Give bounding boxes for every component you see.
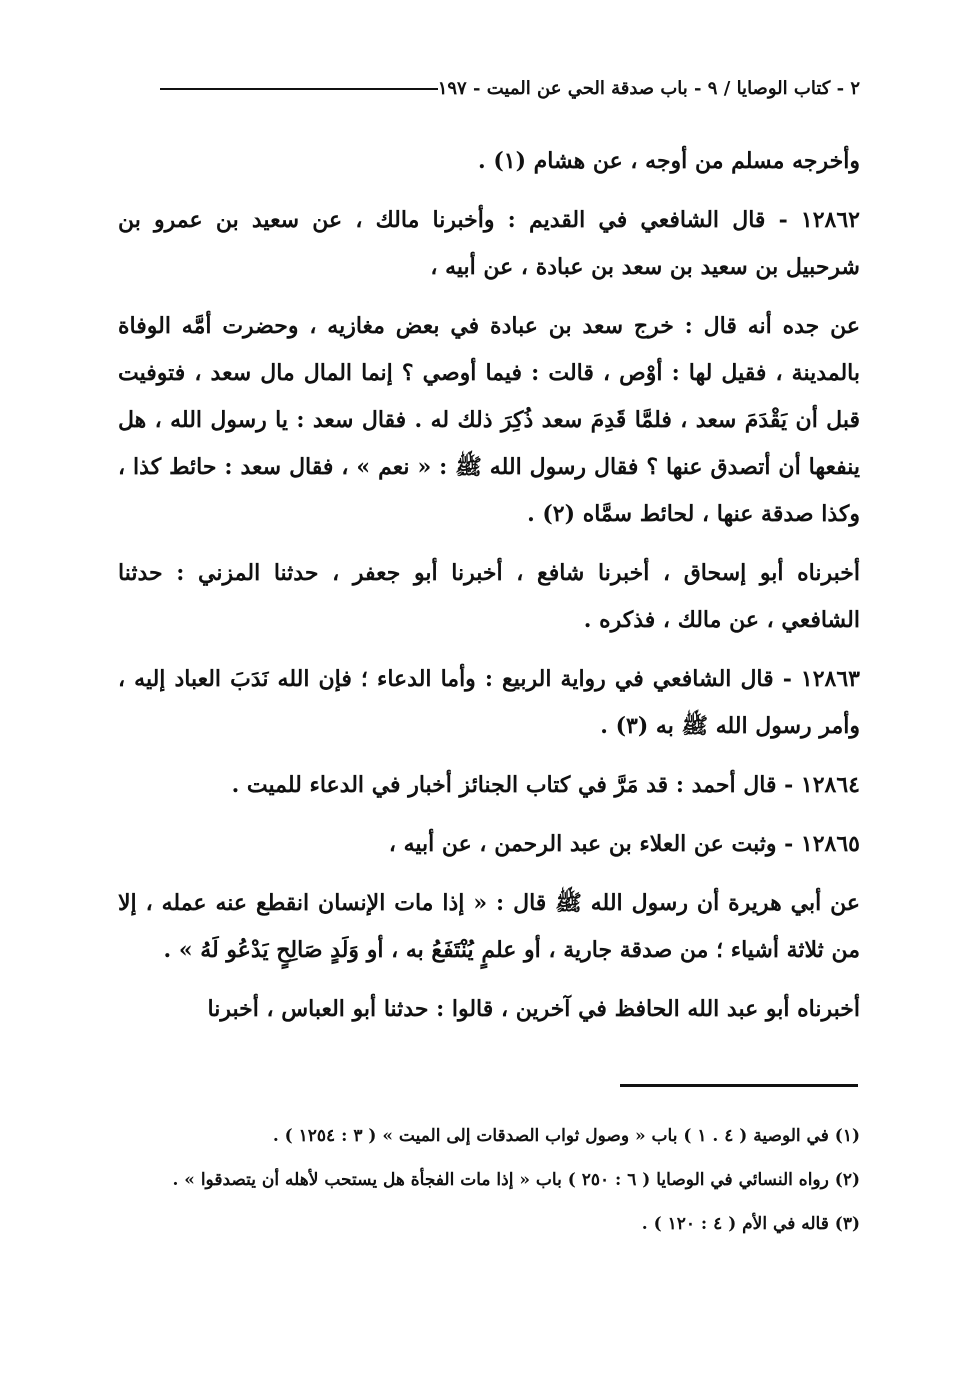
paragraph: أخبرناه أبو إسحاق ، أخبرنا شافع ، أخبرنا أبو جعفر ، حدثنا المزني : حدثنا الشافعي ، عن مالك ، فذكره . (118, 560, 860, 633)
footnotes (118, 1118, 860, 1250)
paragraph: ١٢٨٦٥ - وثبت عن العلاء بن عبد الرحمن ، عن أبيه ، (388, 831, 860, 857)
paragraph: عن جده أنه قال : خرج سعد بن عبادة في بعض مغازيه ، وحضرت أمَّه الوفاة بالمدينة ، فقيل لها : أوْص ، قالت : فيما أوصي ؟ إنما المال مال سعد ، فتوفيت قبل أن يَقْدَمَ سعد ، فلمَّا قَدِمَ سعد ذُكِرَ ذلك له . فقال سعد : يا رسول الله ، هل ينفعها أن أتصدق عنها ؟ فقال رسول الله ﷺ : « نعم » ، فقال سعد : حائط كذا ، وكذا صدقة عنها ، لحائط سمَّاه (٢) . (118, 313, 860, 527)
paragraph: ١٢٨٦٢ - قال الشافعي في القديم : وأخبرنا مالك ، عن سعيد بن عمرو بن شرحبيل بن سعيد بن سعد بن عبادة ، عن أبيه ، (118, 207, 860, 280)
footnote: (١) في الوصية ( ٤ . ١ ) باب « وصول ثواب الصدقات إلى الميت » ( ٣ : ١٢٥٤ ) . (272, 1126, 860, 1146)
running-header (118, 78, 860, 99)
paragraph: عن أبي هريرة أن رسول الله ﷺ قال : « إذا مات الإنسان انقطع عنه عمله ، إلا من ثلاثة أشياء ؛ من صدقة جارية ، أو علمٍ يُنْتَفَعُ به ، أو وَلَدٍ صَالِحٍ يَدْعُو لَهُ » . (118, 890, 860, 963)
header-rule (160, 88, 438, 90)
footnote: (٢) رواه النسائي في الوصايا ( ٦ : ٢٥٠ ) باب « إذا مات الفجأة هل يستحب لأهله أن يتصدقوا » . (172, 1170, 860, 1190)
paragraph: ١٢٨٦٤ - قال أحمد : قد مَرَّ في كتاب الجنائز أخبار في الدعاء للميت . (231, 772, 860, 798)
footnote-divider (620, 1084, 858, 1087)
paragraph: وأخرجه مسلم من أوجه ، عن هشام (١) . (478, 148, 860, 174)
running-header-text: ٢ - كتاب الوصايا / ٩ - باب صدقة الحي عن الميت - ١٩٧ (437, 78, 860, 99)
main-text (118, 138, 860, 1045)
footnote: (٣) قاله في الأم ( ٤ : ١٢٠ ) . (641, 1214, 860, 1234)
paragraph: ١٢٨٦٣ - قال الشافعي في رواية الربيع : وأما الدعاء ؛ فإن الله نَدَبَ العباد إليه ، وأمر رسول الله ﷺ به (٣) . (118, 666, 860, 739)
paragraph: أخبرناه أبو عبد الله الحافظ في آخرين ، قالوا : حدثنا أبو العباس ، أخبرنا (207, 996, 860, 1022)
